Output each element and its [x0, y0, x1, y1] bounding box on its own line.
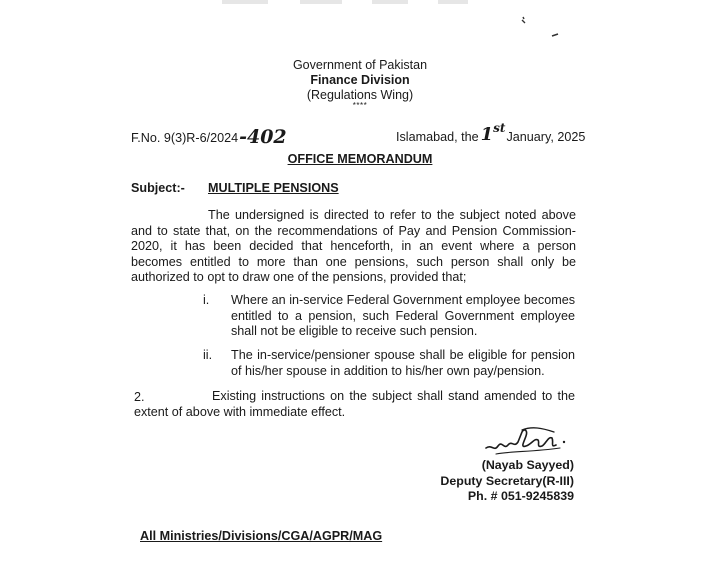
top-edge-mark: [372, 0, 408, 4]
file-number-printed: F.No. 9(3)R-6/2024: [131, 131, 239, 145]
list-item-number: ii.: [203, 348, 213, 362]
subject-text: MULTIPLE PENSIONS: [208, 181, 339, 195]
subject-label: Subject:-: [131, 181, 185, 195]
file-number-handwritten: -402: [239, 126, 287, 148]
top-edge-mark: [222, 0, 268, 4]
date-prefix: Islamabad, the: [396, 130, 479, 145]
date-rest: January, 2025: [506, 130, 586, 145]
list-item-number: i.: [203, 293, 210, 307]
header-stars: ****: [352, 101, 368, 110]
paragraph-2-number: 2.: [134, 390, 145, 404]
header-wing: (Regulations Wing): [306, 88, 414, 102]
signatory-designation: Deputy Secretary(R-III): [440, 473, 574, 488]
stray-pen-marks: [518, 14, 568, 44]
signatory-block: [440, 458, 574, 505]
signatory-name: (Nayab Sayyed): [481, 458, 574, 472]
file-number: [131, 125, 287, 147]
list-item-text: Where an in-service Federal Government employee becomes entitled to a pension, such Federal Government employee shall not be eligible to receive such pension.: [231, 293, 575, 338]
date-day-handwritten: 1: [480, 124, 494, 146]
header-government: Government of Pakistan: [292, 58, 428, 72]
date-day-suffix: st: [493, 121, 506, 135]
paragraph-1: The undersigned is directed to refer to the subject noted above and to state that, on the recommendations of Pay and Pension Commission-2020, it has been decided that henceforth, in an event where a person becomes entitled to more than one pensions, such person shall only be authorized to opt to draw one of the pensions, provided that;: [131, 208, 576, 284]
issue-date: [396, 121, 586, 146]
distribution-list: All Ministries/Divisions/CGA/AGPR/MAG: [140, 529, 383, 543]
header-division: Finance Division: [310, 73, 410, 87]
signatory-phone: Ph. # 051-9245839: [467, 489, 574, 503]
list-item-text: The in-service/pensioner spouse shall be eligible for pension of his/her spouse in addition to his/her own pay/pension.: [231, 348, 575, 378]
memo-title: OFFICE MEMORANDUM: [287, 152, 433, 166]
paragraph-2-text: Existing instructions on the subject shall stand amended to the extent of above with immediate effect.: [134, 389, 575, 419]
top-edge-mark: [438, 0, 468, 4]
top-edge-mark: [300, 0, 342, 4]
